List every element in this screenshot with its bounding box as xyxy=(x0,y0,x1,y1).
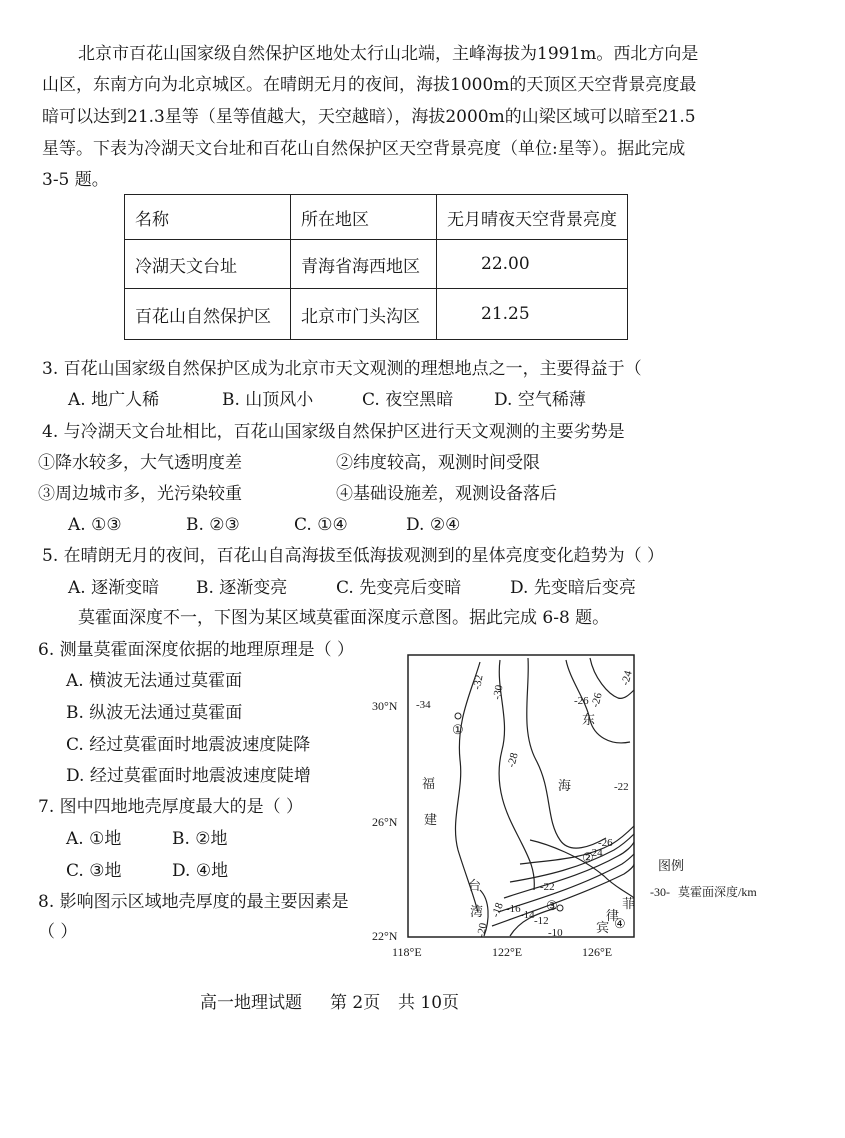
q7-option-b: B. ②地 xyxy=(172,829,228,849)
contour-label: -16 xyxy=(506,903,521,915)
contour-label: -22 xyxy=(540,881,555,893)
lat-label-26: 26°N xyxy=(372,815,398,829)
contour-label: -22 xyxy=(614,781,629,793)
q6-option-a: A. 横波无法通过莫霍面 xyxy=(66,671,243,691)
place-label: 东 xyxy=(582,712,596,727)
q3-option-b: B. 山顶风小 xyxy=(222,390,314,410)
q4-option-a: A. ①③ xyxy=(68,515,122,535)
contour-label: -28 xyxy=(505,751,521,769)
legend-text: 莫霍面深度/km xyxy=(678,885,757,899)
q4-statement-2: ②纬度较高，观测时间受限 xyxy=(336,453,540,473)
lat-label-30: 30°N xyxy=(372,699,398,713)
table-cell: 冷湖天文台址 xyxy=(125,240,291,289)
contour-label: -24 xyxy=(619,669,635,687)
table-row xyxy=(125,289,628,340)
q7-option-c: C. ③地 xyxy=(66,861,122,881)
contour-label: -18 xyxy=(489,901,506,920)
place-label: 宾 xyxy=(596,920,610,935)
q6-option-d: D. 经过莫霍面时地震波速度陡增 xyxy=(66,766,311,786)
q5-stem: 5. 在晴朗无月的夜间，百花山自高海拔至低海拔观测到的星体亮度变化趋势为（ ） xyxy=(42,546,665,566)
lat-label-22: 22°N xyxy=(372,929,398,943)
q5-option-c: C. 先变亮后变暗 xyxy=(336,578,462,598)
q4-option-b: B. ②③ xyxy=(186,515,240,535)
contour-label: -30 xyxy=(491,683,506,701)
point-2-label: ② xyxy=(582,850,594,865)
q6-option-c: C. 经过莫霍面时地震波速度陡降 xyxy=(66,735,311,755)
point-3-marker xyxy=(557,905,563,911)
table-cell: 北京市门头沟区 xyxy=(291,289,437,340)
q4-stem: 4. 与冷湖天文台址相比，百花山国家级自然保护区进行天文观测的主要劣势是 xyxy=(42,422,625,442)
q7-option-d: D. ④地 xyxy=(172,861,229,881)
lon-label-122: 122°E xyxy=(492,945,523,959)
q4-statement-1: ①降水较多，大气透明度差 xyxy=(38,453,242,473)
place-label: 菲 xyxy=(622,896,636,911)
contour-label: -34 xyxy=(416,699,431,711)
contour-label: -10 xyxy=(548,927,563,939)
table-cell: 22.00 xyxy=(437,240,628,289)
footer-total: 共 10页 xyxy=(398,993,460,1013)
lon-label-126: 126°E xyxy=(582,945,613,959)
point-1-marker xyxy=(455,713,461,719)
contour-label: -24 xyxy=(588,847,603,859)
contour-label: -20 xyxy=(475,921,490,939)
table-header-cell: 无月晴夜天空背景亮度 xyxy=(437,195,628,240)
contour-lines xyxy=(455,658,634,936)
point-4-label: ④ xyxy=(614,916,626,931)
contour-label: -26 xyxy=(589,691,605,709)
table-header-cell: 名称 xyxy=(125,195,291,240)
q3-option-c: C. 夜空黑暗 xyxy=(362,390,454,410)
q8-stem: 8. 影响图示区域地壳厚度的最主要因素是 xyxy=(38,892,349,912)
point-1-label: ① xyxy=(452,722,464,737)
place-label: 湾 xyxy=(470,904,484,919)
table-cell: 青海省海西地区 xyxy=(291,240,437,289)
q5-option-b: B. 逐渐变亮 xyxy=(196,578,288,598)
intro-line-1: 北京市百花山国家级自然保护区地处太行山北端，主峰海拔为1991m。西北方向是 xyxy=(78,44,699,64)
footer-page: 第 2页 xyxy=(330,993,381,1013)
intro-line-4: 星等。下表为冷湖天文台址和百花山自然保护区天空背景亮度（单位:星等）。据此完成 xyxy=(42,139,686,159)
table-header-row xyxy=(125,195,628,240)
place-label: 福 xyxy=(422,776,436,791)
point-3-label: ③ xyxy=(546,898,558,913)
intro-line-5: 3-5 题。 xyxy=(42,170,109,190)
brightness-table xyxy=(124,194,628,340)
q6-option-b: B. 纵波无法通过莫霍面 xyxy=(66,703,243,723)
table-cell: 百花山自然保护区 xyxy=(125,289,291,340)
legend-sample: -30- xyxy=(650,885,670,899)
q3-stem: 3. 百花山国家级自然保护区成为北京市天文观测的理想地点之一，主要得益于（ xyxy=(42,359,642,379)
q4-statement-4: ④基础设施差，观测设备落后 xyxy=(336,484,557,504)
q5-option-a: A. 逐渐变暗 xyxy=(68,578,160,598)
q8-answer-paren: （ ） xyxy=(38,922,78,942)
lon-label-118: 118°E xyxy=(392,945,422,959)
contour-label: -26 xyxy=(574,695,589,707)
place-label: 律 xyxy=(606,908,620,923)
q3-option-a: A. 地广人稀 xyxy=(68,390,160,410)
place-label: 建 xyxy=(424,812,438,827)
intro-2: 莫霍面深度不一，下图为某区域莫霍面深度示意图。据此完成 6-8 题。 xyxy=(78,608,610,628)
table-header-cell: 所在地区 xyxy=(291,195,437,240)
table-row xyxy=(125,240,628,289)
q5-option-d: D. 先变暗后变亮 xyxy=(510,578,636,598)
contour-label: -26 xyxy=(598,837,613,849)
contour-label: -14 xyxy=(520,909,535,921)
footer-subject: 高一地理试题 xyxy=(200,993,302,1013)
legend-title: 图例 xyxy=(658,858,685,873)
table-cell: 21.25 xyxy=(437,289,628,340)
q7-option-a: A. ①地 xyxy=(66,829,122,849)
contour-label: -32 xyxy=(471,673,486,691)
place-label: 台 xyxy=(468,878,482,893)
intro-line-3: 暗可以达到21.3星等（星等值越大，天空越暗），海拔2000m的山梁区域可以暗至21.5 xyxy=(42,107,696,127)
place-label: 海 xyxy=(558,778,572,793)
q7-stem: 7. 图中四地地壳厚度最大的是（ ） xyxy=(38,797,304,817)
contour-label: -12 xyxy=(534,915,549,927)
q4-option-c: C. ①④ xyxy=(294,515,348,535)
moho-depth-map xyxy=(360,650,760,970)
q6-stem: 6. 测量莫霍面深度依据的地理原理是（ ） xyxy=(38,640,355,660)
q4-statement-3: ③周边城市多，光污染较重 xyxy=(38,484,242,504)
q3-option-d: D. 空气稀薄 xyxy=(494,390,586,410)
q4-option-d: D. ②④ xyxy=(406,515,461,535)
intro-line-2: 山区，东南方向为北京城区。在晴朗无月的夜间，海拔1000m的天顶区天空背景亮度最 xyxy=(42,75,697,95)
